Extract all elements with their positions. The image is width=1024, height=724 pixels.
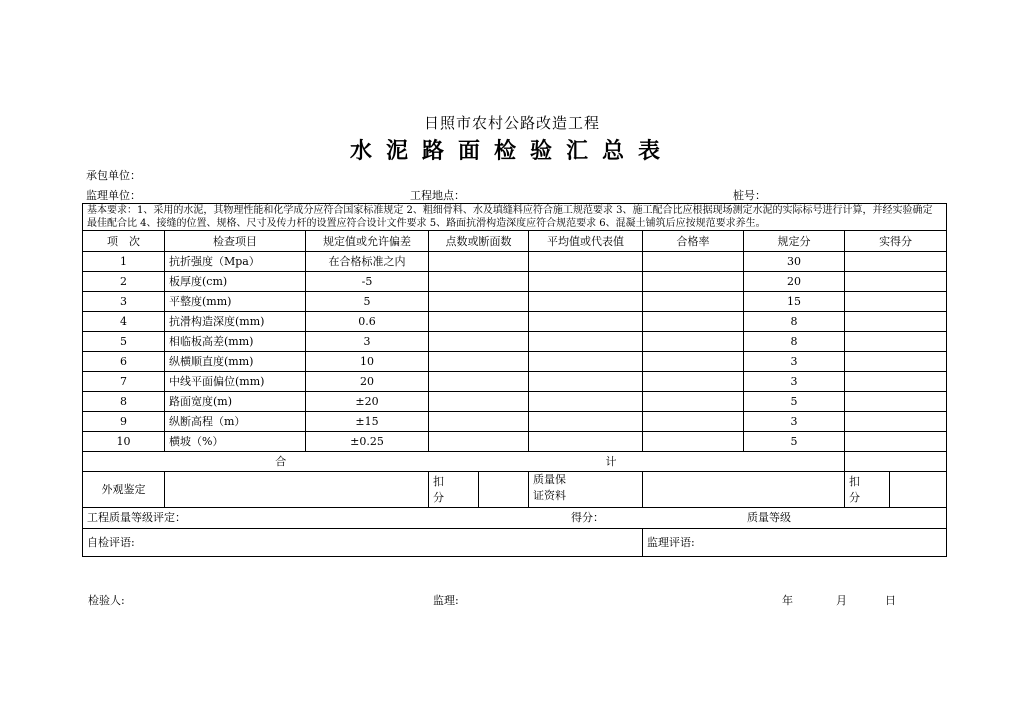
row-spec: 5: [306, 292, 429, 312]
header-average: 平均值或代表值: [529, 231, 643, 252]
row-rated-score: 8: [744, 332, 845, 352]
row-actual-score-cell[interactable]: [845, 252, 947, 272]
supervisor-unit-label: 监理单位：: [86, 189, 141, 202]
table-row: [83, 352, 947, 372]
row-average-cell[interactable]: [529, 272, 643, 292]
row-points-cell[interactable]: [429, 392, 529, 412]
row-actual-score-cell[interactable]: [845, 352, 947, 372]
appearance-deduct-top: 扣: [433, 474, 444, 488]
date-month: 月: [836, 594, 847, 607]
grade-label: 工程质量等级评定：: [87, 511, 186, 524]
row-points-cell[interactable]: [429, 332, 529, 352]
row-rated-score: 8: [744, 312, 845, 332]
project-subtitle: 日照市农村公路改造工程: [423, 114, 600, 132]
row-item: 纵断高程（m）: [165, 412, 306, 432]
header-item: 检查项目: [165, 231, 306, 252]
appearance-row: [83, 472, 947, 508]
row-pass-rate-cell[interactable]: [643, 352, 744, 372]
row-average-cell[interactable]: [529, 352, 643, 372]
row-points-cell[interactable]: [429, 372, 529, 392]
row-points-cell[interactable]: [429, 352, 529, 372]
supervisor-comment[interactable]: 监理评语:: [643, 529, 947, 557]
row-actual-score-cell[interactable]: [845, 412, 947, 432]
row-actual-score-cell[interactable]: [845, 272, 947, 292]
requirements-row: [83, 204, 947, 231]
grade-cell: [83, 508, 947, 529]
row-average-cell[interactable]: [529, 252, 643, 272]
row-item: 抗滑构造深度(mm): [165, 312, 306, 332]
header-row: [83, 231, 947, 252]
total-rated-score-cell[interactable]: [744, 452, 845, 472]
row-item: 平整度(mm): [165, 292, 306, 312]
table-row: [83, 312, 947, 332]
row-item: 抗折强度（Mpa）: [165, 252, 306, 272]
row-average-cell[interactable]: [529, 312, 643, 332]
row-spec: 在合格标准之内: [306, 252, 429, 272]
header-points: 点数或断面数: [429, 231, 529, 252]
quality-docs-value-cell[interactable]: [643, 472, 845, 508]
row-rated-score: 15: [744, 292, 845, 312]
row-pass-rate-cell[interactable]: [643, 392, 744, 412]
row-no: 3: [83, 292, 165, 312]
row-item: 路面宽度(m): [165, 392, 306, 412]
row-item: 中线平面偏位(mm): [165, 372, 306, 392]
row-actual-score-cell[interactable]: [845, 332, 947, 352]
row-item: 横坡（%）: [165, 432, 306, 452]
row-spec: 3: [306, 332, 429, 352]
row-pass-rate-cell[interactable]: [643, 272, 744, 292]
row-pass-rate-cell[interactable]: [643, 412, 744, 432]
quality-docs-top: 质量保: [533, 473, 566, 486]
table-row: [83, 332, 947, 352]
row-average-cell[interactable]: [529, 372, 643, 392]
header-no: 项 次: [83, 231, 165, 252]
quality-docs-bottom: 证资料: [533, 489, 566, 502]
row-points-cell[interactable]: [429, 412, 529, 432]
row-pass-rate-cell[interactable]: [643, 292, 744, 312]
row-spec: ±20: [306, 392, 429, 412]
self-check-comment[interactable]: 自检评语:: [83, 529, 643, 557]
row-actual-score-cell[interactable]: [845, 392, 947, 412]
header-spec: 规定值或允许偏差: [306, 231, 429, 252]
date-day: 日: [885, 594, 896, 607]
row-points-cell[interactable]: [429, 312, 529, 332]
docs-deduct-bottom: 分: [849, 490, 860, 504]
row-rated-score: 3: [744, 372, 845, 392]
row-no: 7: [83, 372, 165, 392]
row-rated-score: 20: [744, 272, 845, 292]
row-rated-score: 5: [744, 432, 845, 452]
row-average-cell[interactable]: [529, 392, 643, 412]
row-actual-score-cell[interactable]: [845, 292, 947, 312]
table-row: [83, 412, 947, 432]
row-rated-score: 30: [744, 252, 845, 272]
row-average-cell[interactable]: [529, 432, 643, 452]
grade-row: [83, 508, 947, 529]
stake-label: 桩号：: [733, 189, 766, 202]
row-average-cell[interactable]: [529, 412, 643, 432]
row-pass-rate-cell[interactable]: [643, 252, 744, 272]
docs-deduct-label: [845, 472, 890, 508]
grade-score-label: 得分：: [571, 511, 604, 524]
row-points-cell[interactable]: [429, 432, 529, 452]
row-item: 相临板高差(mm): [165, 332, 306, 352]
table-row: [83, 392, 947, 412]
row-spec: ±15: [306, 412, 429, 432]
row-no: 9: [83, 412, 165, 432]
appearance-deduct-bottom: 分: [433, 490, 444, 504]
contractor-label: 承包单位：: [86, 169, 141, 182]
appearance-value-cell[interactable]: [165, 472, 429, 508]
row-spec: 10: [306, 352, 429, 372]
row-pass-rate-cell[interactable]: [643, 372, 744, 392]
header-pass-rate: 合格率: [643, 231, 744, 252]
row-points-cell[interactable]: [429, 272, 529, 292]
row-pass-rate-cell[interactable]: [643, 312, 744, 332]
header-actual-score: 实得分: [845, 231, 947, 252]
table-row: [83, 292, 947, 312]
row-actual-score-cell[interactable]: [845, 372, 947, 392]
table-row: [83, 432, 947, 452]
row-no: 2: [83, 272, 165, 292]
row-spec: ±0.25: [306, 432, 429, 452]
row-average-cell[interactable]: [529, 292, 643, 312]
row-rated-score: 5: [744, 392, 845, 412]
row-pass-rate-cell[interactable]: [643, 432, 744, 452]
header-rated-score: 规定分: [744, 231, 845, 252]
row-average-cell[interactable]: [529, 332, 643, 352]
row-points-cell[interactable]: [429, 252, 529, 272]
quality-docs-label: [529, 472, 643, 508]
row-no: 8: [83, 392, 165, 412]
table-row: [83, 272, 947, 292]
row-spec: 20: [306, 372, 429, 392]
row-item: 板厚度(cm): [165, 272, 306, 292]
row-no: 6: [83, 352, 165, 372]
row-rated-score: 3: [744, 352, 845, 372]
row-pass-rate-cell[interactable]: [643, 332, 744, 352]
row-points-cell[interactable]: [429, 292, 529, 312]
total-row: [83, 452, 947, 472]
docs-deduct-value-cell[interactable]: [890, 472, 947, 508]
total-label-right: 计: [479, 452, 744, 472]
appearance-deduct-label: [429, 472, 479, 508]
row-no: 10: [83, 432, 165, 452]
total-actual-score-cell[interactable]: [845, 452, 947, 472]
row-spec: 0.6: [306, 312, 429, 332]
table-row: [83, 252, 947, 272]
row-item: 纵横顺直度(mm): [165, 352, 306, 372]
inspector-label: 检验人:: [88, 594, 125, 607]
inspection-table: [82, 203, 947, 557]
table-row: [83, 372, 947, 392]
row-rated-score: 3: [744, 412, 845, 432]
comments-row: [83, 529, 947, 557]
row-actual-score-cell[interactable]: [845, 432, 947, 452]
row-no: 4: [83, 312, 165, 332]
appearance-deduct-value-cell[interactable]: [479, 472, 529, 508]
basic-requirements: 基本要求：1、采用的水泥，其物理性能和化学成分应符合国家标准规定 2、粗细骨料、水及填缝料应符合施工规范要求 3、施工配合比应根据现场测定水泥的实际标号进行计算，并经实验确定最佳配合比 4、接缝的位置、规格、尺寸及传力杆的设置应符合设计文件要求 5、路面抗滑构造深度应符合规范要求 6、混凝土铺筑后应按规范要求养生。: [83, 204, 947, 231]
supervisor-sign-label: 监理:: [433, 594, 459, 607]
row-actual-score-cell[interactable]: [845, 312, 947, 332]
grade-level-label: 质量等级: [747, 511, 791, 524]
row-no: 5: [83, 332, 165, 352]
row-no: 1: [83, 252, 165, 272]
total-label-left: 合: [83, 452, 479, 472]
page-title: 水泥路面检验汇总表: [349, 138, 674, 164]
row-spec: -5: [306, 272, 429, 292]
date-year: 年: [782, 594, 793, 607]
location-label: 工程地点：: [410, 189, 465, 202]
docs-deduct-top: 扣: [849, 474, 860, 488]
appearance-label: 外观鉴定: [83, 472, 165, 508]
